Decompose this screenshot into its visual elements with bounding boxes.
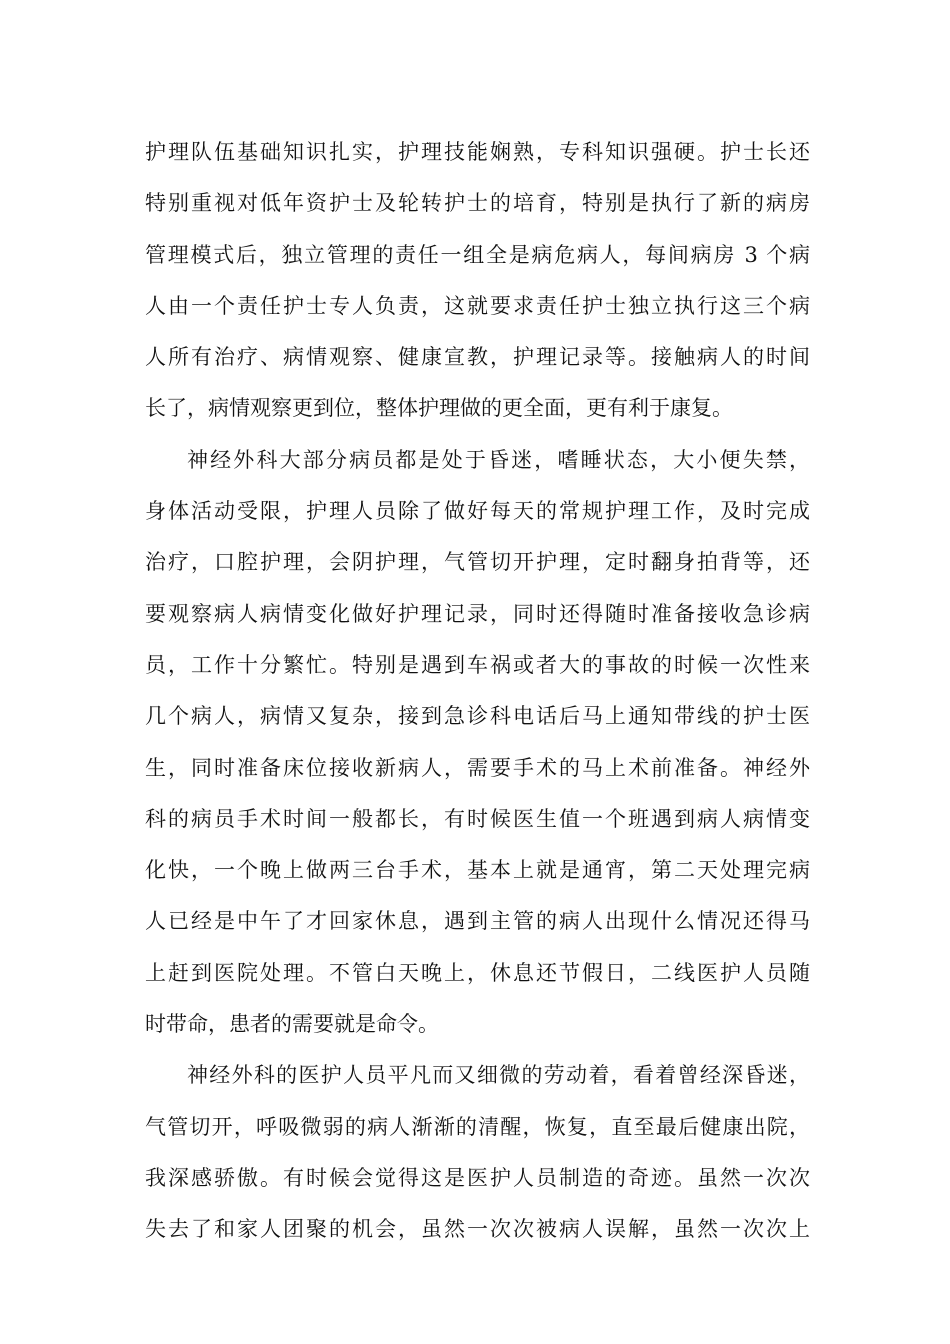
- text-line: 人所有治疗、病情观察、健康宣教，护理记录等。接触病人的时间: [145, 345, 810, 370]
- text-line: 化快，一个晚上做两三台手术，基本上就是通宵，第二天处理完病: [145, 858, 810, 883]
- text-line: 治疗，口腔护理，会阴护理，气管切开护理，定时翻身拍背等，还: [145, 550, 810, 575]
- text-line: 员，工作十分繁忙。特别是遇到车祸或者大的事故的时候一次性来: [145, 652, 810, 677]
- text-line: 长了，病情观察更到位，整体护理做的更全面，更有利于康复。: [145, 396, 733, 421]
- text-line: 神经外科的医护人员平凡而又细微的劳动着，看着曾经深昏迷，: [187, 1063, 810, 1088]
- text-line: 失去了和家人团聚的机会，虽然一次次被病人误解，虽然一次次上: [145, 1217, 810, 1242]
- text-line: 要观察病人病情变化做好护理记录，同时还得随时准备接收急诊病: [145, 601, 810, 626]
- paragraph-3: [145, 1050, 810, 1255]
- text-line: 管理模式后，独立管理的责任一组全是病危病人，每间病房 3 个病: [145, 242, 810, 267]
- text-line: 人已经是中午了才回家休息，遇到主管的病人出现什么情况还得马: [145, 909, 810, 934]
- text-line: 科的病员手术时间一般都长，有时候医生值一个班遇到病人病情变: [145, 806, 810, 831]
- paragraph-1: [145, 127, 810, 435]
- text-line: 我深感骄傲。有时候会觉得这是医护人员制造的奇迹。虽然一次次: [145, 1165, 810, 1190]
- text-line: 几个病人，病情又复杂，接到急诊科电话后马上通知带线的护士医: [145, 704, 810, 729]
- document-body: [145, 127, 810, 1256]
- text-line: 上赶到医院处理。不管白天晚上，休息还节假日，二线医护人员随: [145, 960, 810, 985]
- text-line: 神经外科大部分病员都是处于昏迷，嗜睡状态，大小便失禁，: [187, 447, 810, 472]
- text-line: 时带命，患者的需要就是命令。: [145, 1012, 439, 1037]
- text-line: 人由一个责任护士专人负责，这就要求责任护士独立执行这三个病: [145, 293, 810, 318]
- text-line: 护理队伍基础知识扎实，护理技能娴熟，专科知识强硬。护士长还: [145, 140, 810, 164]
- text-line: 生，同时准备床位接收新病人，需要手术的马上术前准备。神经外: [145, 755, 810, 780]
- paragraph-2: [145, 435, 810, 1051]
- text-line: 特别重视对低年资护士及轮转护士的培育，特别是执行了新的病房: [145, 191, 810, 216]
- text-line: 身体活动受限，护理人员除了做好每天的常规护理工作，及时完成: [145, 499, 810, 524]
- text-line: 气管切开，呼吸微弱的病人渐渐的清醒，恢复，直至最后健康出院，: [145, 1114, 810, 1139]
